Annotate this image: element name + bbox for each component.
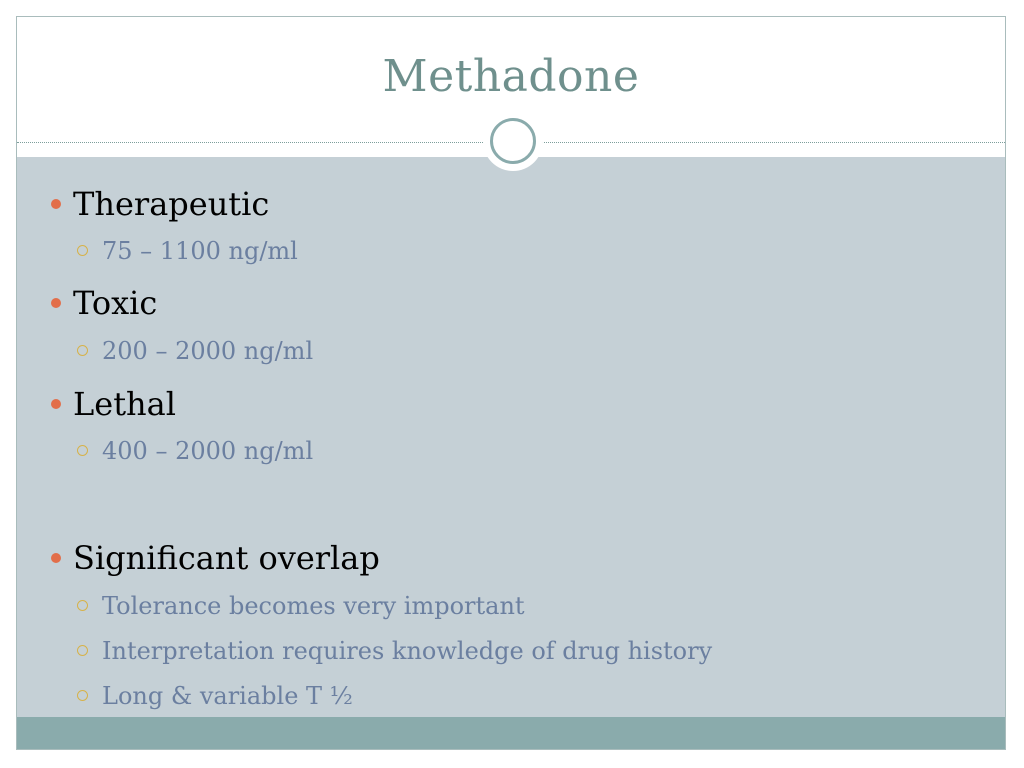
sub-bullet-ring-icon <box>77 245 88 256</box>
bullet-list <box>17 157 1005 717</box>
sub-bullet-label: 400 – 2000 ng/ml <box>102 437 314 465</box>
bullet-dot-icon <box>51 399 61 409</box>
bullet-therapeutic <box>51 185 269 223</box>
sub-bullet-half-life <box>77 682 353 710</box>
sub-bullet-label: Tolerance becomes very important <box>102 592 525 620</box>
footer-bar <box>17 717 1005 750</box>
divider-ring-inner <box>498 126 528 156</box>
slide-title: Methadone <box>382 51 640 102</box>
sub-bullet-label: Long & variable T ½ <box>102 682 353 710</box>
slide-frame <box>16 16 1006 750</box>
sub-bullet-label: 75 – 1100 ng/ml <box>102 237 298 265</box>
sub-bullet-ring-icon <box>77 690 88 701</box>
divider-ring <box>490 118 536 164</box>
bullet-dot-icon <box>51 298 61 308</box>
sub-bullet-therapeutic-range <box>77 237 298 265</box>
sub-bullet-label: Interpretation requires knowledge of drug history <box>102 637 713 665</box>
sub-bullet-ring-icon <box>77 645 88 656</box>
sub-bullet-tolerance <box>77 592 525 620</box>
sub-bullet-label: 200 – 2000 ng/ml <box>102 337 314 365</box>
content-area <box>17 157 1005 717</box>
bullet-significant-overlap <box>51 539 380 577</box>
bullet-label: Toxic <box>73 284 158 322</box>
bullet-label: Therapeutic <box>73 185 270 223</box>
sub-bullet-interpretation <box>77 637 712 665</box>
bullet-label: Lethal <box>73 385 176 423</box>
divider-circle-icon <box>483 111 543 171</box>
sub-bullet-ring-icon <box>77 345 88 356</box>
sub-bullet-ring-icon <box>77 600 88 611</box>
sub-bullet-ring-icon <box>77 445 88 456</box>
bullet-dot-icon <box>51 199 61 209</box>
bullet-lethal <box>51 385 176 423</box>
bullet-label: Significant overlap <box>73 539 380 577</box>
bullet-dot-icon <box>51 553 61 563</box>
sub-bullet-lethal-range <box>77 437 313 465</box>
sub-bullet-toxic-range <box>77 337 313 365</box>
bullet-toxic <box>51 284 157 322</box>
